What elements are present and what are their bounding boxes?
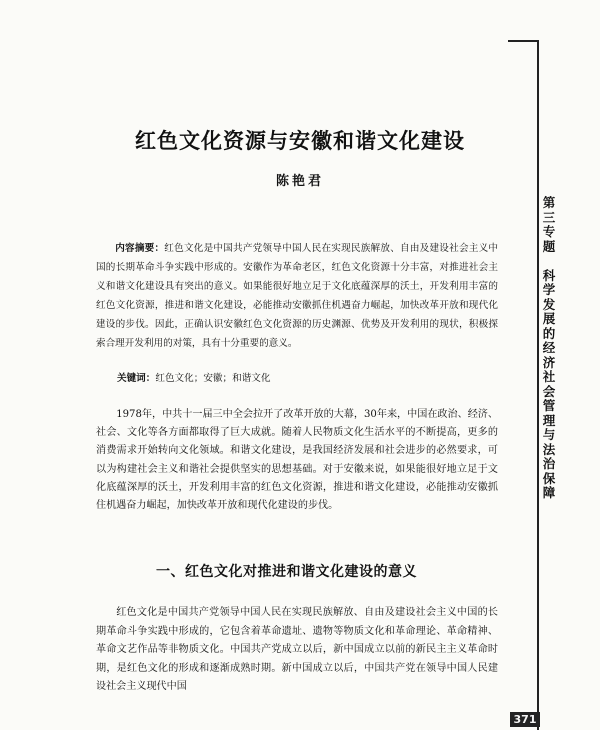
article-title: 红色文化资源与安徽和谐文化建设 — [135, 129, 465, 153]
keywords-label: 关键词： — [117, 373, 156, 384]
sidebar-running-head — [541, 196, 557, 501]
body-paragraph-2: 红色文化是中国共产党领导中国人民在实现民族解放、自由及建设社会主义中国的长期革命斗争实践中形成的，它包含着革命遗址、遗物等物质文化和革命理论、革命精神、革命文艺作品等非物质文化。中国共产党成立以后，新中国成立以前的新民主主义革命时期，是红色文化的形成和逐渐成熟时期。新中国成立以后，中国共产党在领导中国人民建设社会主义现代中国 — [96, 607, 498, 693]
keywords-line — [117, 372, 271, 386]
abstract-block — [96, 239, 498, 354]
margin-rule-tick — [508, 40, 538, 42]
sidebar-section: 第三专题 — [542, 195, 556, 254]
abstract-text: 红色文化是中国共产党领导中国人民在实现民族解放、自由及建设社会主义中国的长期革命斗争实践中形成的。安徽作为革命老区，红色文化资源十分丰富，对推进社会主义和谐文化建设具有突出的意义。如果能很好地立足于文化底蕴深厚的沃土，开发利用丰富的红色文化资源，推进和谐文化建设，必能推动安徽抓住机遇奋力崛起，加快改革开放和现代化建设的步伐。因此，正确认识安徽红色文化资源的历史渊源、优势及开发利用的现状，积极探索合理开发利用的对策，具有十分重要的意义。 — [96, 243, 499, 350]
body-paragraph-1: 1978年，中共十一届三中全会拉开了改革开放的大幕，30年来，中国在政治、经济、社会、文化等各方面都取得了巨大成就。随着人民物质文化生活水平的不断提高，更多的消费需求开始转向文化领域。和谐文化建设，是我国经济发展和社会进步的必然要求，可以为构建社会主义和谐社会提供坚实的思想基础。对于安徽来说，如果能很好地立足于文化底蕴深厚的沃土，开发利用丰富的红色文化资源，推进和谐文化建设，必能推动安徽抓住机遇奋力崛起，加快改革开放和现代化建设的步伐。 — [96, 409, 498, 512]
page-number: 371 — [510, 712, 540, 727]
abstract-label: 内容摘要： — [115, 243, 165, 254]
sidebar-topic: 科学发展的经济社会管理与法治保障 — [542, 267, 556, 500]
keywords-text: 红色文化；安徽；和谐文化 — [155, 373, 271, 384]
section-heading-1: 一、红色文化对推进和谐文化建设的意义 — [156, 564, 417, 580]
article-author: 陈艳君 — [275, 174, 324, 189]
